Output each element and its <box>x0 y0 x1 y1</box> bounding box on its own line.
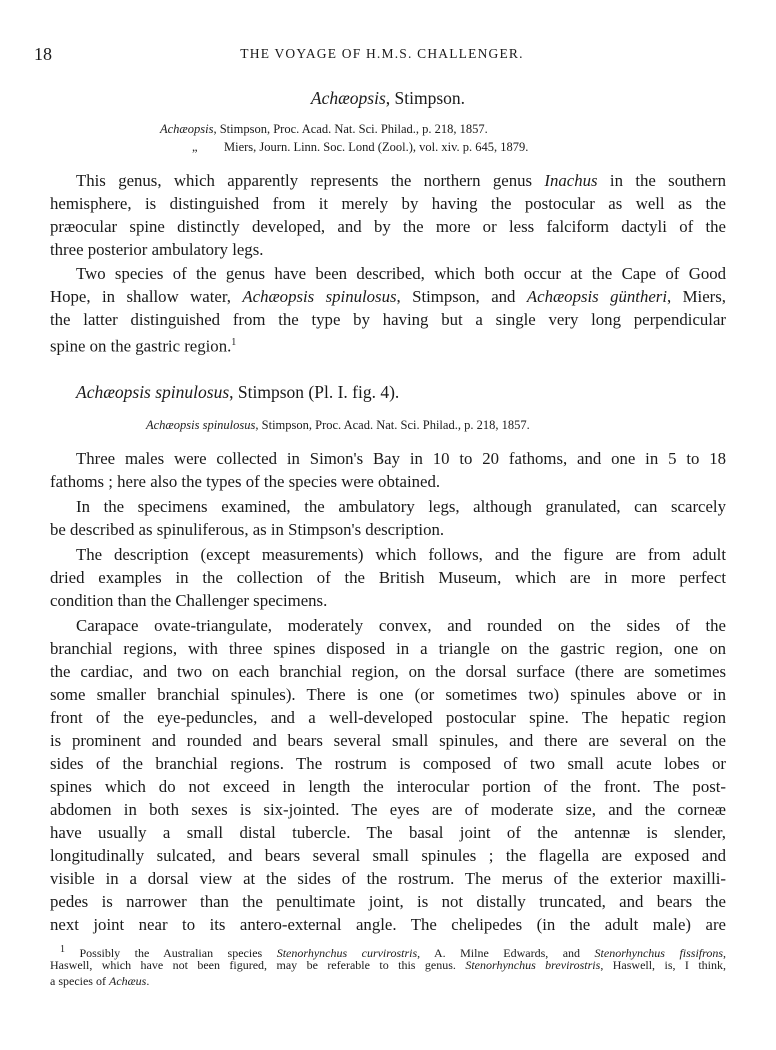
species-name: Achæopsis spinulosus <box>76 382 230 402</box>
synonym-name: Achæopsis <box>160 122 214 136</box>
para6-line: some smaller branchial spinules). There is one (or sometimes two) spinules above or in <box>50 685 726 704</box>
para4-line: In the specimens examined, the ambulatory legs, although granulated, can scarcely <box>76 497 726 516</box>
para6-line: visible in a dorsal view at the sides of the rostrum. The merus of the exterior maxilli- <box>50 869 726 888</box>
para6-line: longitudinally sulcated, and bears several small spinules ; the flagella are exposed and <box>50 846 726 865</box>
para5-line: The description (except measurements) which follows, and the figure are from adult <box>76 545 726 564</box>
genus-synonymy-1 <box>160 122 488 137</box>
para2-line: Hope, in shallow water, Achæopsis spinulosus, Stimpson, and Achæopsis güntheri, Miers, <box>50 287 726 306</box>
page-number: 18 <box>34 44 52 64</box>
footnote-line: a species of Achæus. <box>50 974 150 988</box>
species-author: , Stimpson (Pl. I. fig. 4). <box>229 382 400 402</box>
para1-line: three posterior ambulatory legs. <box>50 240 264 259</box>
para6-line: Carapace ovate-triangulate, moderately convex, and rounded on the sides of the <box>76 616 726 635</box>
species-heading <box>76 382 399 403</box>
para6-line: have usually a small distal tubercle. The basal joint of the antennæ is slender, <box>50 823 726 842</box>
para6-line: branchial regions, with three spines disposed in a triangle on the gastric region, one on <box>50 639 726 658</box>
footnote-line: Haswell, which have not been figured, may be referable to this genus. Stenorhynchus brevirostris, Haswell, is, I think, <box>50 958 726 972</box>
synonym-reference: , Stimpson, Proc. Acad. Nat. Sci. Philad., p. 218, 1857. <box>213 122 488 136</box>
para6-line: next joint near to its antero-external angle. The chelipedes (in the adult male) are <box>50 915 726 934</box>
para2-line: spine on the gastric region.$^1$ <box>50 336 237 356</box>
para1-line: præocular spine distinctly developed, and by the more or less falciform dactyli of the <box>50 217 726 236</box>
synonym-name: Achæopsis spinulosus <box>146 418 256 432</box>
para6-line: abdomen in both sexes is six-jointed. The eyes are of moderate size, and the corneæ <box>50 800 726 819</box>
para6-line: spines which do not exceed in length the interocular portion of the front. The post- <box>50 777 726 796</box>
ditto-mark: „ <box>192 140 198 154</box>
para3-line: Three males were collected in Simon's Bay in 10 to 20 fathoms, and one in 5 to 18 <box>76 449 726 468</box>
footnote-line: $^1$ Possibly the Australian species Stenorhynchus curvirostris, A. Milne Edwards, and Stenorhynchus fissifrons, <box>60 944 727 960</box>
species-synonymy <box>146 418 530 433</box>
para4-line: be described as spinuliferous, as in Stimpson's description. <box>50 520 445 539</box>
genus-author: , Stimpson. <box>385 88 466 108</box>
para5-line: dried examples in the collection of the British Museum, which are in more perfect <box>50 568 726 587</box>
para6-line: pedes is narrower than the penultimate joint, is not distally truncated, and bears the <box>50 892 726 911</box>
footnote-mark: 1 <box>60 944 65 955</box>
para6-line: is prominent and rounded and bears several small spinules, and there are several on the <box>50 731 726 750</box>
running-title: THE VOYAGE OF H.M.S. CHALLENGER. <box>240 46 524 61</box>
footnote-ref: 1 <box>231 337 237 348</box>
para5-line: condition than the Challenger specimens. <box>50 591 328 610</box>
para6-line: the cardiac, and two on each branchial region, on the dorsal surface (there are sometimes <box>50 662 726 681</box>
page-header <box>34 44 730 66</box>
synonym-reference: Miers, Journ. Linn. Soc. Lond (Zool.), vol. xiv. p. 645, 1879. <box>224 140 529 154</box>
para2-line: Two species of the genus have been described, which both occur at the Cape of Good <box>76 264 726 283</box>
genus-name: Achæopsis <box>310 88 386 108</box>
para1-line: This genus, which apparently represents the northern genus Inachus in the southern <box>76 171 726 190</box>
genus-synonymy-2 <box>192 140 528 155</box>
para2-line: the latter distinguished from the type by having but a single very long perpendicular <box>50 310 726 329</box>
para1-line: hemisphere, is distinguished from it merely by having the postocular as well as the <box>50 194 726 213</box>
synonym-reference: , Stimpson, Proc. Acad. Nat. Sci. Philad., p. 218, 1857. <box>255 418 530 432</box>
para6-line: sides of the branchial regions. The rostrum is composed of two small acute lobes or <box>50 754 726 773</box>
para3-line: fathoms ; here also the types of the species were obtained. <box>50 472 441 491</box>
para6-line: front of the eye-peduncles, and a well-developed postocular spine. The hepatic region <box>50 708 726 727</box>
genus-heading <box>0 88 776 109</box>
